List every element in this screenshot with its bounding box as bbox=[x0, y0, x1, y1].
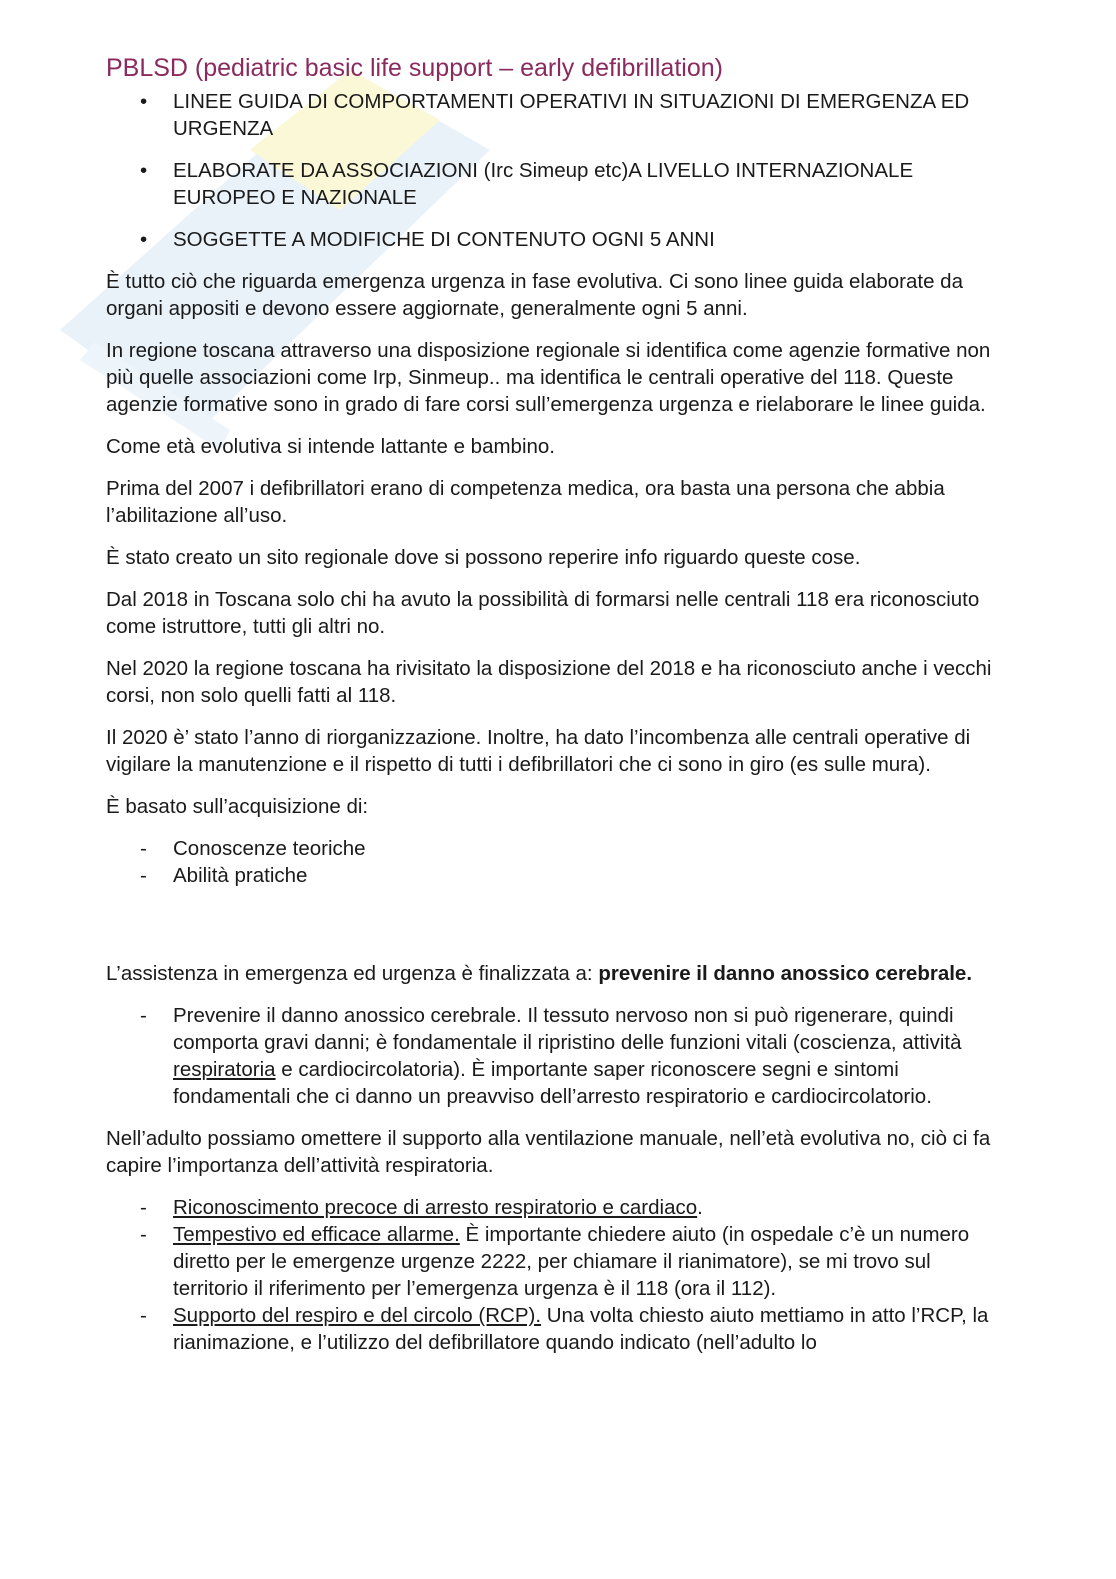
guideline-bullet-list bbox=[106, 88, 1011, 253]
underlined-heading: Supporto del respiro e del circolo (RCP). bbox=[173, 1304, 542, 1327]
list-item-text: Una volta chiesto aiuto mettiamo in atto l’RCP, la rianimazione, e l’utilizzo del defibrillatore quando indicato (nell’adulto lo bbox=[173, 1304, 989, 1354]
paragraph: In regione toscana attraverso una disposizione regionale si identifica come agenzie formative non più quelle associazioni come Irp, Sinmeup.. ma identifica le centrali operative del 118. Queste agenzie formative sono in grado di fare corsi sull’emergenza urgenza e rielaborare le linee guida. bbox=[106, 339, 991, 416]
paragraph: Prima del 2007 i defibrillatori erano di competenza medica, ora basta una persona che abbia l’abilitazione all’uso. bbox=[106, 477, 945, 527]
document-title: PBLSD (pediatric basic life support – early defibrillation) bbox=[106, 54, 723, 82]
bullet-item: • LINEE GUIDA DI COMPORTAMENTI OPERATIVI IN SITUAZIONI DI EMERGENZA ED URGENZA bbox=[106, 88, 1011, 142]
assistance-paragraph bbox=[106, 960, 1011, 987]
paragraph: È tutto ciò che riguarda emergenza urgenza in fase evolutiva. Ci sono linee guida elaborate da organi appositi e devono essere aggiornate, generalmente ogni 5 anni. bbox=[106, 270, 963, 320]
list-item: - Abilità pratiche bbox=[106, 862, 1011, 889]
bullet-item: • SOGGETTE A MODIFICHE DI CONTENUTO OGNI 5 ANNI bbox=[106, 226, 1011, 253]
list-item-text: È importante chiedere aiuto (in ospedale c’è un numero diretto per le emergenze urgenze 2222, per chiamare il rianimatore), se mi trovo sul territorio il riferimento per l’emergenza urgenza è il 118 (ora il 112). bbox=[173, 1223, 970, 1300]
paragraph: Nell’adulto possiamo omettere il supporto alla ventilazione manuale, nell’età evolutiva no, ciò ci fa capire l’importanza dell’attività respiratoria. bbox=[106, 1127, 991, 1177]
prevent-list bbox=[106, 1002, 1011, 1110]
assistance-goal: prevenire il danno anossico cerebrale. bbox=[598, 962, 973, 985]
list-item bbox=[106, 1221, 1011, 1302]
paragraph: Come età evolutiva si intende lattante e bambino. bbox=[106, 435, 555, 458]
acquisition-list bbox=[106, 835, 1011, 889]
bullet-item: • ELABORATE DA ASSOCIAZIONI (Irc Simeup etc)A LIVELLO INTERNAZIONALE EUROPEO E NAZIONALE bbox=[106, 157, 1011, 211]
survival-chain-list bbox=[106, 1194, 1011, 1356]
paragraph: Dal 2018 in Toscana solo chi ha avuto la possibilità di formarsi nelle centrali 118 era riconosciuto come istruttore, tutti gli altri no. bbox=[106, 588, 980, 638]
list-item-text: . bbox=[697, 1196, 703, 1219]
underlined-heading: Riconoscimento precoce di arresto respiratorio e cardiaco bbox=[173, 1196, 698, 1219]
assistance-intro: L’assistenza in emergenza ed urgenza è finalizzata a: bbox=[106, 962, 599, 985]
underlined-heading: Tempestivo ed efficace allarme. bbox=[173, 1223, 460, 1246]
list-item bbox=[106, 1302, 1011, 1356]
paragraph: Nel 2020 la regione toscana ha rivisitato la disposizione del 2018 e ha riconosciuto anche i vecchi corsi, non solo quelli fatti al 118. bbox=[106, 657, 992, 707]
list-item-text: Prevenire il danno anossico cerebrale. Il tessuto nervoso non si può rigenerare, quindi comporta gravi danni; è fondamentale il ripristino delle funzioni vitali (coscienza, attività bbox=[173, 1004, 962, 1054]
document-page bbox=[106, 52, 1011, 1371]
list-item bbox=[106, 1002, 1011, 1110]
list-item-text: e cardiocircolatoria). È importante saper riconoscere segni e sintomi fondamentali che ci danno un preavviso dell’arresto respiratorio e cardiocircolatorio. bbox=[173, 1058, 932, 1108]
list-item bbox=[106, 1194, 1011, 1221]
spacer bbox=[106, 904, 1011, 960]
paragraph: È basato sull’acquisizione di: bbox=[106, 795, 369, 818]
list-item: - Conoscenze teoriche bbox=[106, 835, 1011, 862]
underlined-term: respiratoria bbox=[173, 1058, 276, 1081]
paragraph: È stato creato un sito regionale dove si possono reperire info riguardo queste cose. bbox=[106, 546, 861, 569]
paragraph: Il 2020 è’ stato l’anno di riorganizzazione. Inoltre, ha dato l’incombenza alle centrali operative di vigilare la manutenzione e il rispetto di tutti i defibrillatori che ci sono in giro (es sulle mura). bbox=[106, 726, 971, 776]
